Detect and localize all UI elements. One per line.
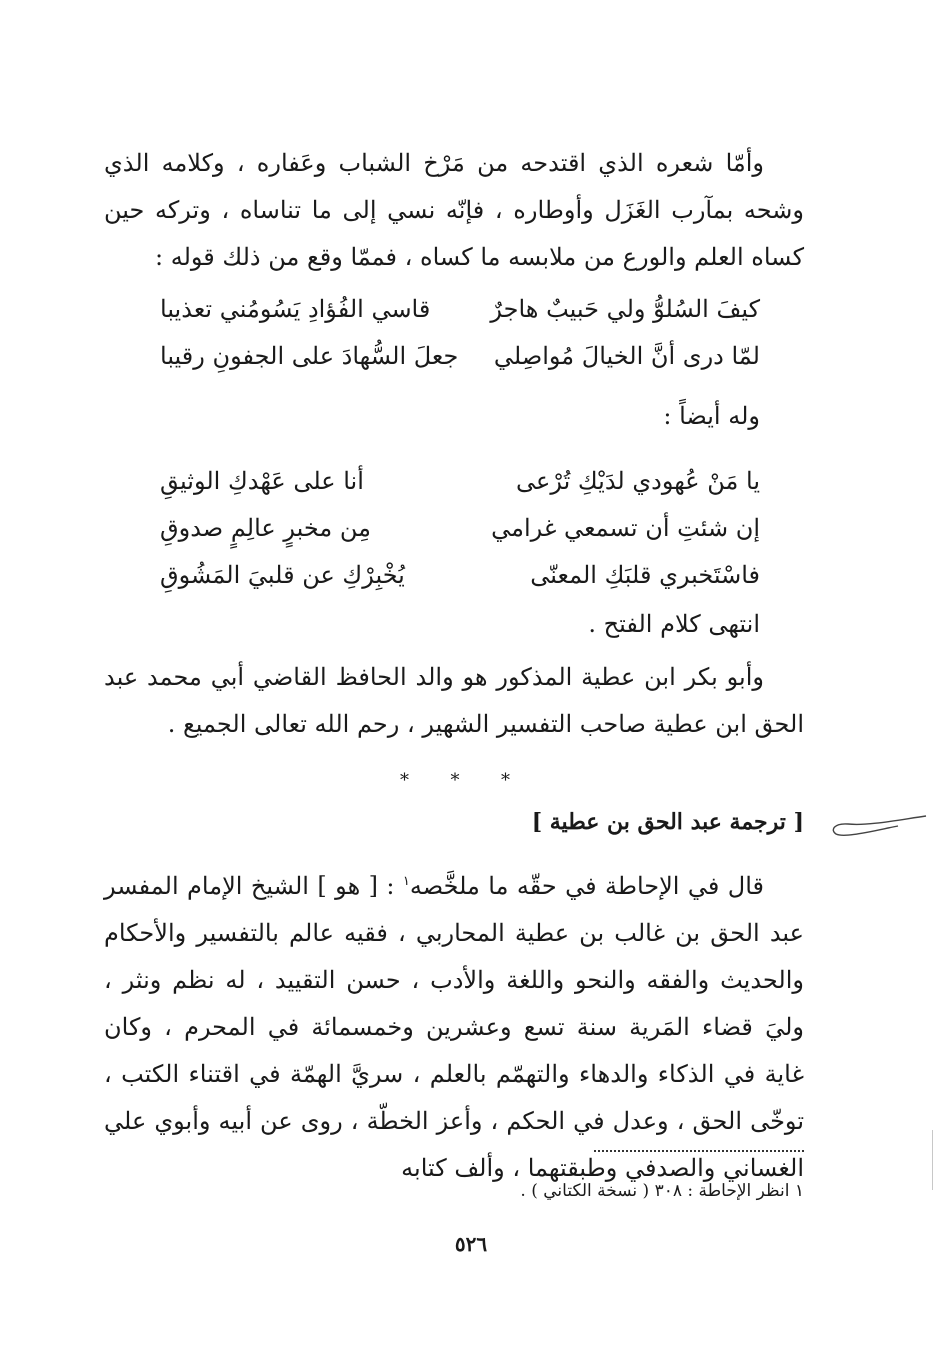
separator-star: *: [450, 770, 460, 791]
biography-paragraph: [104, 858, 804, 1192]
hemistich: يُخْبِرْكِ عن قلبيَ المَشُوقِ: [160, 561, 405, 589]
scan-artifact: [932, 1130, 933, 1190]
poem-1-verse-2: [160, 333, 760, 380]
hemistich: قاسي الفُؤادِ يَسُومُني تعذيبا: [160, 295, 431, 323]
poem-1-verse-1: [160, 286, 760, 333]
section-separator: [400, 770, 510, 791]
bio-lead: قال في الإحاطة في حقّه ما ملخَّصه: [409, 872, 764, 900]
hemistich: كيفَ السُلوُّ ولي حَبيبٌ هاجرٌ: [490, 295, 760, 323]
footnote-reference: ١: [402, 874, 410, 889]
footnote-divider: [594, 1150, 804, 1152]
poem-2: [160, 458, 760, 599]
hemistich: أنا على عَهْدكِ الوثيقِ: [160, 467, 364, 495]
poem-2-verse-2: [160, 505, 760, 552]
bio-text: : [ هو ] الشيخ الإمام المفسر عبد الحق بن غالب بن عطية المحاربي ، فقيه عالم بالتفسير والأحكام والحديث والفقه والنحو واللغة والأدب ، حسن التقييد ، له نظم ونثر ، وليَ قضاء المَرية سنة تسع وعشرين وخمسمائة في المحرم ، وكان غاية في الذكاء والدهاء والتهمّم بالعلم ، سريَّ الهمّة في اقتناء الكتب ، توخّى الحق ، وعدل في الحكم ، وأعز الخطّة ، روى عن أبيه وأبوي علي الغساني والصدفي وطبقتهما ، وألف كتابه: [104, 872, 804, 1182]
margin-pencil-mark-icon: [828, 812, 928, 842]
intro-paragraph: وأمّا شعره الذي اقتدحه من مَرْخ الشباب وعَفاره ، وكلامه الذي وشحه بمآرب الغَزَل وأوطاره ، فإنّه نسي إلى ما تناساه ، وتركه حين كساه العلم والورع من ملابسه ما كساه ، فممّا وقع من ذلك قوله :: [104, 149, 804, 271]
poem-2-verse-1: [160, 458, 760, 505]
end-quote: انتهى كلام الفتح .: [588, 610, 760, 638]
hemistich: مِن مخبرٍ عالِمٍ صدوقِ: [160, 514, 371, 542]
hemistich: يا مَنْ عُهودي لدَيْكِ تُرْعى: [516, 467, 760, 495]
section-heading: [ ترجمة عبد الحق بن عطية ]: [531, 809, 804, 835]
poem-2-verse-3: [160, 552, 760, 599]
page-number: ٥٢٦: [454, 1232, 488, 1256]
poem-1: [160, 286, 760, 380]
hemistich: جعلَ السُّهادَ على الجفونِ رقيبا: [160, 342, 459, 370]
hemistich: لمّا درى أنَّ الخيالَ مُواصِلي: [493, 342, 760, 370]
footnote: ١ انظر الإحاطة : ٣٠٨ ( نسخة الكتاني ) .: [520, 1181, 804, 1201]
hemistich: فاسْتَخبري قلبَكِ المعنّى: [530, 561, 760, 589]
hemistich: إن شئتِ أن تسمعي غرامي: [491, 514, 760, 542]
separator-star: *: [501, 770, 510, 791]
abu-bakr-paragraph: وأبو بكر ابن عطية المذكور هو والد الحافظ القاضي أبي محمد عبد الحق ابن عطية صاحب التفسير الشهير ، رحم الله تعالى الجميع .: [104, 663, 804, 738]
also-label: وله أيضاً :: [663, 402, 760, 430]
separator-star: *: [400, 770, 409, 791]
